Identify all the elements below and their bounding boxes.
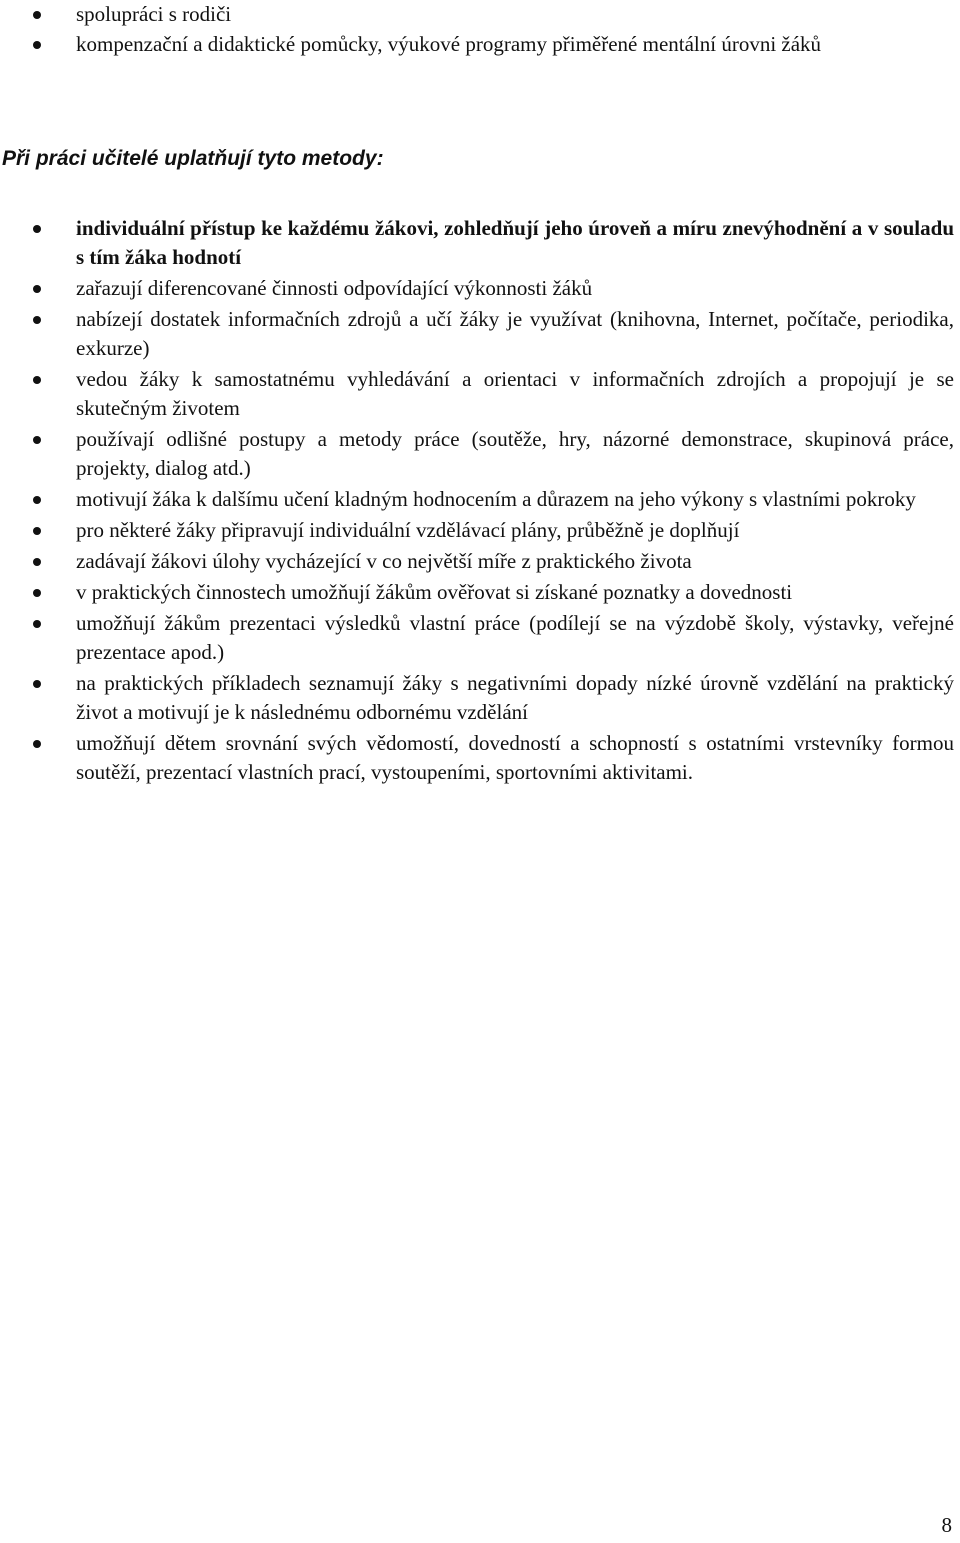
bullet-list-methods [0,214,960,789]
bullet-icon [33,620,41,628]
bullet-icon [33,436,41,444]
list-item [0,0,960,29]
list-item-text: umožňují žákům prezentaci výsledků vlastní práce (podílejí se na výzdobě školy, výstavky, veřejné prezentace apod.) [76,611,954,664]
bullet-icon [33,285,41,293]
list-item [0,547,960,576]
list-item-text: zařazují diferencované činnosti odpovídající výkonnosti žáků [76,276,593,300]
bullet-icon [33,316,41,324]
list-item-text: umožňují dětem srovnání svých vědomostí, dovedností a schopností s ostatními vrstevníky formou soutěží, prezentací vlastních prací, vystoupeními, sportovními aktivitami. [76,731,954,784]
bullet-icon [33,589,41,597]
bullet-icon [33,41,41,49]
list-item-text: individuální přístup ke každému žákovi, zohledňují jeho úroveň a míru znevýhodnění a v souladu s tím žáka hodnotí [76,216,954,269]
bullet-icon [33,376,41,384]
list-item [0,305,960,363]
list-item [0,485,960,514]
bullet-list-top [0,0,960,60]
list-item-text: na praktických příkladech seznamují žáky s negativními dopady nízké úrovně vzdělání na praktický život a motivují je k následnému odbornému vzdělání [76,671,954,724]
list-item-text: v praktických činnostech umožňují žákům ověřovat si získané poznatky a dovednosti [76,580,793,604]
bullet-icon [33,527,41,535]
list-item [0,578,960,607]
bullet-icon [33,11,41,19]
bullet-icon [33,496,41,504]
list-item-text: kompenzační a didaktické pomůcky, výukové programy přiměřené mentální úrovni žáků [76,32,822,56]
list-item-text: zadávají žákovi úlohy vycházející v co největší míře z praktického života [76,549,692,573]
list-item [0,214,960,272]
list-item [0,609,960,667]
list-item-text: motivují žáka k dalšímu učení kladným hodnocením a důrazem na jeho výkony s vlastními pokroky [76,487,916,511]
list-item [0,30,960,59]
bullet-icon [33,740,41,748]
section-heading: Při práci učitelé uplatňují tyto metody: [2,147,384,170]
list-item [0,365,960,423]
page-number: 8 [941,1513,952,1537]
list-item [0,274,960,303]
list-item [0,425,960,483]
bullet-icon [33,225,41,233]
list-item-text: pro některé žáky připravují individuální vzdělávací plány, průběžně je doplňují [76,518,740,542]
list-item [0,516,960,545]
list-item-text: spolupráci s rodiči [76,2,232,26]
list-item-text: používají odlišné postupy a metody práce (soutěže, hry, názorné demonstrace, skupinová práce, projekty, dialog atd.) [76,427,954,480]
list-item [0,729,960,787]
bullet-icon [33,558,41,566]
list-item-text: vedou žáky k samostatnému vyhledávání a orientaci v informačních zdrojích a propojují je se skutečným životem [76,367,954,420]
list-item-text: nabízejí dostatek informačních zdrojů a učí žáky je využívat (knihovna, Internet, počítače, periodika, exkurze) [76,307,954,360]
list-item [0,669,960,727]
bullet-icon [33,680,41,688]
